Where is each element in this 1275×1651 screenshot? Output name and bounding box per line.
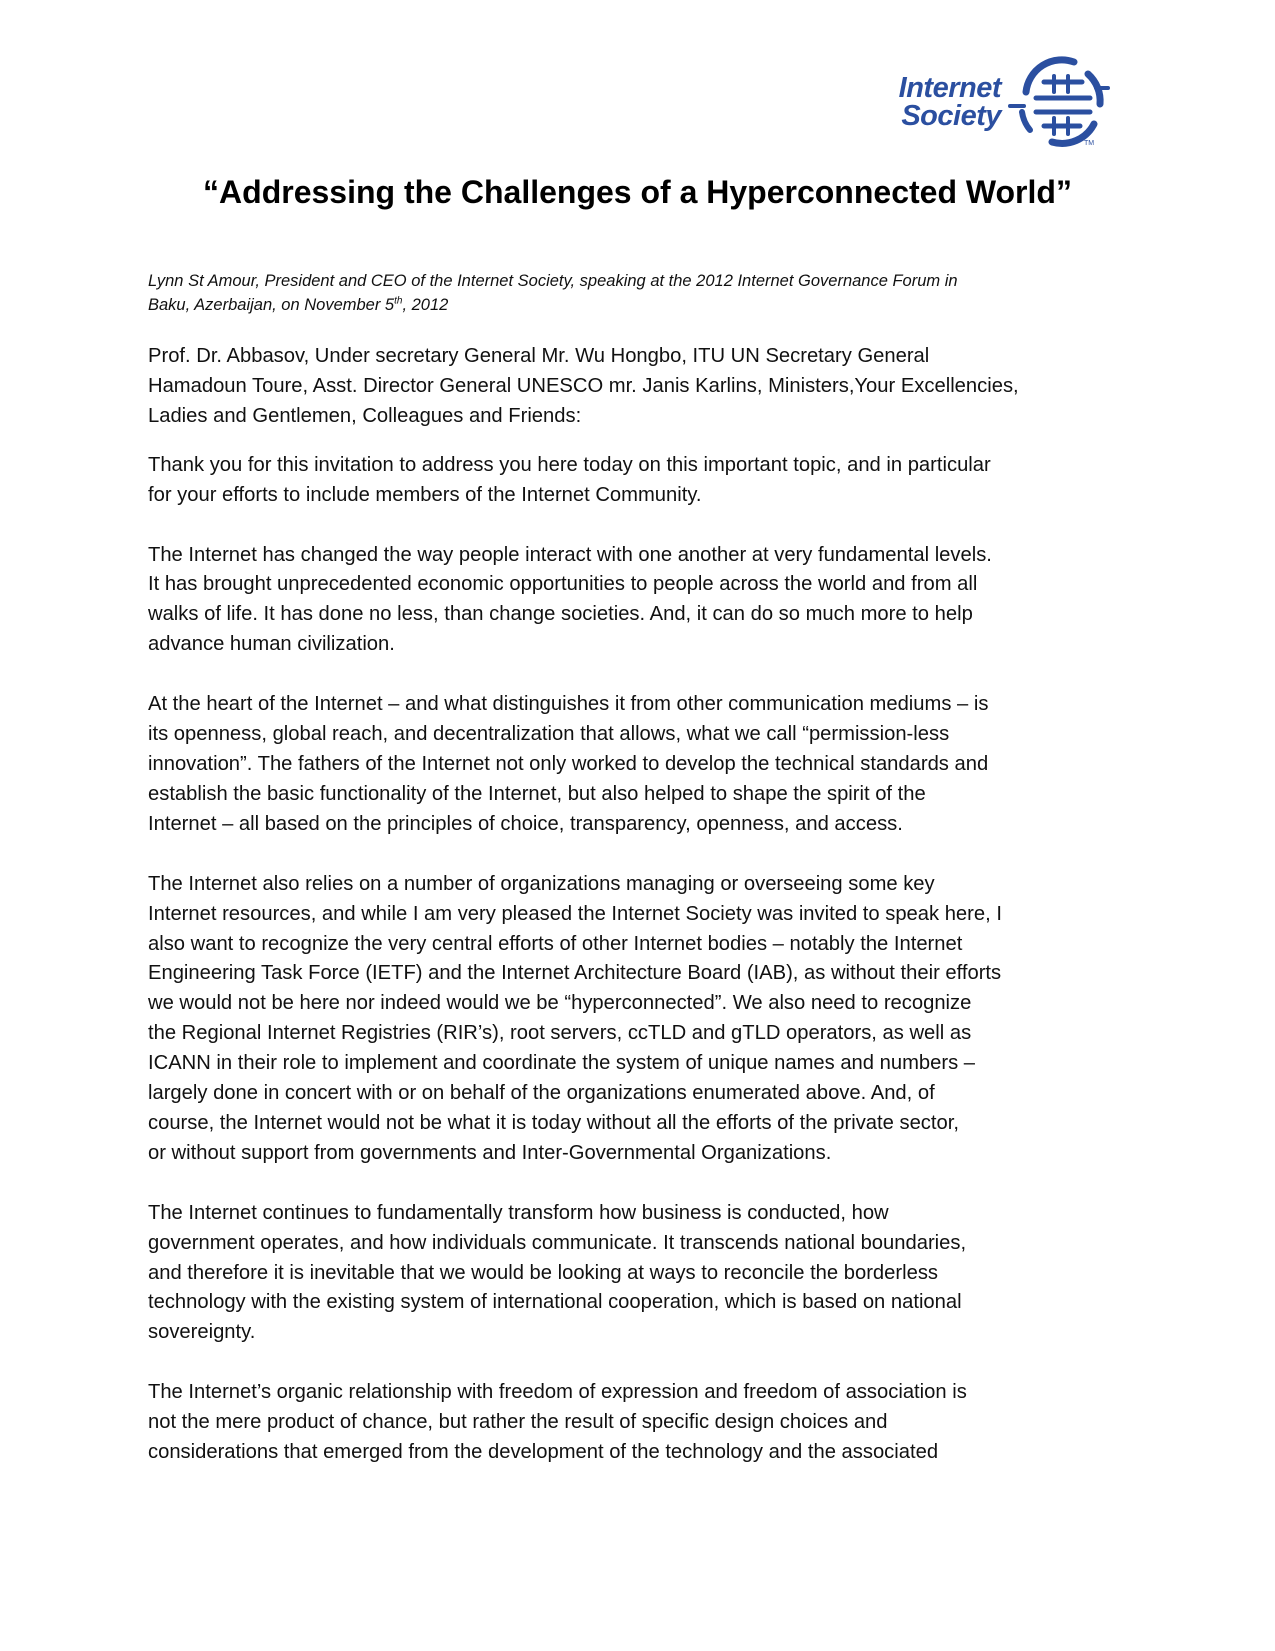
byline-date-text: Baku, Azerbaijan, on November 5: [148, 296, 395, 314]
paragraph-line: Internet – all based on the principles of choice, transparency, openness, and access.: [148, 812, 903, 835]
paragraph-line: Ladies and Gentlemen, Colleagues and Friends:: [148, 404, 582, 427]
internet-society-emblem-icon: [1004, 52, 1110, 150]
byline: [148, 269, 1088, 317]
logo-line-2: Society: [901, 100, 1001, 132]
paragraph-5: [148, 1199, 1138, 1349]
speech-body: [148, 342, 1138, 1468]
paragraph-line: Internet resources, and while I am very pleased the Internet Society was invited to speak here, I: [148, 902, 1002, 925]
paragraph-line: Hamadoun Toure, Asst. Director General UNESCO mr. Janis Karlins, Ministers,Your Excellencies,: [148, 374, 1019, 397]
paragraph-line: and therefore it is inevitable that we would be looking at ways to reconcile the borderless: [148, 1261, 939, 1284]
internet-society-logo: [858, 52, 1110, 152]
paragraph-line: Thank you for this invitation to address you here today on this important topic, and in particular: [148, 453, 991, 476]
paragraph-3: [148, 690, 1138, 840]
paragraph-line: we would not be here nor indeed would we be “hyperconnected”. We also need to recognize: [148, 992, 972, 1015]
paragraph-line: technology with the existing system of international cooperation, which is based on national: [148, 1291, 962, 1314]
paragraph-line: walks of life. It has done no less, than change societies. And, it can do so much more to help: [148, 603, 973, 626]
paragraph-line: advance human civilization.: [148, 633, 395, 656]
paragraph-line: It has brought unprecedented economic opportunities to people across the world and from all: [148, 573, 978, 596]
byline-date-suffix: th: [394, 295, 403, 307]
paragraph-line: for your efforts to include members of the Internet Community.: [148, 483, 702, 506]
paragraph-line: sovereignty.: [148, 1321, 256, 1344]
paragraph-line: The Internet’s organic relationship with freedom of expression and freedom of association is: [148, 1381, 967, 1404]
paragraph-line: The Internet continues to fundamentally transform how business is conducted, how: [148, 1201, 889, 1224]
document-title: “Addressing the Challenges of a Hyperconnected World”: [203, 174, 1072, 210]
byline-line-2: [148, 293, 1088, 317]
paragraph-line: establish the basic functionality of the Internet, but also helped to shape the spirit of the: [148, 782, 926, 805]
paragraph-line: course, the Internet would not be what it is today without all the efforts of the private sector,: [148, 1111, 959, 1134]
paragraph-line: largely done in concert with or on behalf of the organizations enumerated above. And, of: [148, 1082, 935, 1105]
paragraph-line: considerations that emerged from the development of the technology and the associated: [148, 1441, 939, 1464]
logo-wordmark: [866, 74, 1001, 130]
salutation-paragraph: [148, 342, 1138, 432]
paragraph-1: [148, 451, 1138, 511]
byline-line-1: Lynn St Amour, President and CEO of the Internet Society, speaking at the 2012 Internet Governance Forum in: [148, 272, 958, 290]
paragraph-line: At the heart of the Internet – and what distinguishes it from other communication mediums – is: [148, 693, 989, 716]
paragraph-line: the Regional Internet Registries (RIR’s), root servers, ccTLD and gTLD operators, as well as: [148, 1022, 972, 1045]
trademark-mark: TM: [1084, 140, 1095, 147]
byline-year-text: , 2012: [402, 296, 449, 314]
paragraph-line: The Internet also relies on a number of organizations managing or overseeing some key: [148, 872, 935, 895]
paragraph-2: [148, 541, 1138, 661]
paragraph-line: The Internet has changed the way people interact with one another at very fundamental levels.: [148, 543, 992, 566]
paragraph-line: Engineering Task Force (IETF) and the Internet Architecture Board (IAB), as without their efforts: [148, 962, 1002, 985]
paragraph-line: ICANN in their role to implement and coordinate the system of unique names and numbers –: [148, 1052, 975, 1075]
paragraph-line: government operates, and how individuals communicate. It transcends national boundaries,: [148, 1231, 967, 1254]
logo-line-1: Internet: [898, 72, 1001, 104]
paragraph-line: or without support from governments and Inter-Governmental Organizations.: [148, 1141, 832, 1164]
paragraph-4: [148, 870, 1138, 1169]
paragraph-line: innovation”. The fathers of the Internet not only worked to develop the technical standards and: [148, 752, 989, 775]
paragraph-line: its openness, global reach, and decentralization that allows, what we call “permission-less: [148, 723, 950, 746]
paragraph-6: [148, 1378, 1138, 1468]
paragraph-line: also want to recognize the very central efforts of other Internet bodies – notably the Internet: [148, 932, 963, 955]
paragraph-line: Prof. Dr. Abbasov, Under secretary General Mr. Wu Hongbo, ITU UN Secretary General: [148, 345, 930, 367]
paragraph-line: not the mere product of chance, but rather the result of specific design choices and: [148, 1411, 888, 1434]
